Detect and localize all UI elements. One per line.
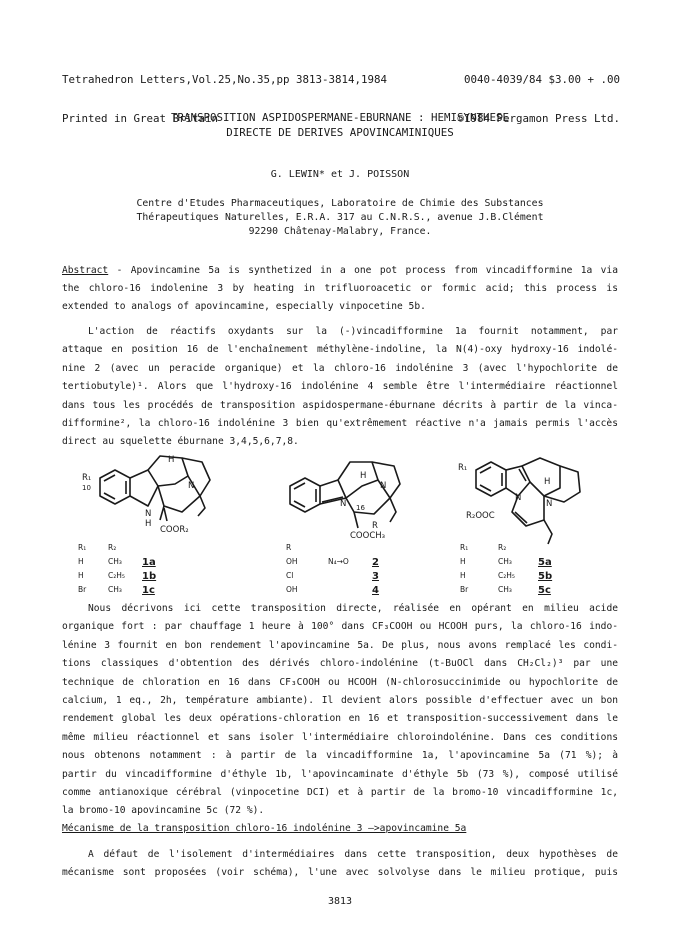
- s1-h-label: H: [168, 455, 175, 465]
- p2-line-12: la bromo-10 apovincamine 5c (72 %).: [62, 805, 265, 817]
- copyright-line: ©1984 Pergamon Press Ltd.: [457, 112, 620, 125]
- s3-n1-label: N: [515, 493, 522, 503]
- article-title-line-2: DIRECTE DE DERIVES APOVINCAMINIQUES: [226, 126, 454, 139]
- paragraph-1: [62, 323, 618, 452]
- p3-line-2: mécanisme sont proposées (voir schéma), l'une avec solvolyse dans le milieu protique, puis: [62, 867, 618, 879]
- s2-row1-note: N₄→O: [328, 557, 349, 566]
- s1-ester-label: COOR₂: [160, 525, 189, 535]
- paragraph-2: [62, 600, 618, 821]
- s3-r1-label: R₁: [458, 463, 468, 473]
- s2-row2-compound: 3: [372, 571, 379, 582]
- p3-line-1: A défaut de l'isolement d'intermédiaires dans cette transposition, deux hypothèses de: [88, 849, 618, 860]
- s2-n1-label: N: [340, 499, 347, 509]
- s2-col-r: R: [286, 543, 292, 552]
- s1-row2-compound: 1b: [142, 571, 157, 582]
- p1-line-1: L'action de réactifs oxydants sur la (-)vincadifformine 1a fournit notamment, par: [88, 326, 618, 337]
- abstract-label: Abstract: [62, 265, 109, 276]
- p1-line-2: attaque en position 16 de l'enchaînement méthylène-indoline, la N(4)-oxy hydroxy-16 indolé-: [62, 344, 618, 356]
- s2-ester-label: COOCH₃: [350, 531, 386, 541]
- p2-line-9: nous obtenons notamment : à partir de la vincadifformine 1a, l'apovincamine 5a (71 %); à: [62, 750, 618, 762]
- p1-line-6: difformine², la chloro-16 indolénine 3 bien qu'extrêmement réactive n'a jamais permis l'accès: [62, 418, 618, 430]
- s3-col-r1: R₁: [460, 543, 469, 552]
- structure-3-skeleton: [476, 458, 580, 544]
- p2-line-2: organique fort : par chauffage 1 heure à 100° dans CF₃COOH ou HCOOH purs, la chloro-16 indo-: [62, 621, 618, 633]
- s3-n4-label: N: [546, 499, 553, 509]
- s3-row3-r1: Br: [460, 585, 469, 594]
- paragraph-3: [62, 846, 618, 883]
- s3-h-label: H: [544, 477, 551, 487]
- p2-line-3: lénine 3 fournit en bon rendement l'apovincamine 5a. De plus, nous avons remplacé les condi-: [62, 639, 618, 651]
- s3-row2-r2: C₂H₅: [498, 571, 515, 580]
- s1-r1-label: R₁: [82, 473, 92, 483]
- issn-price: 0040-4039/84 $3.00 + .00: [463, 73, 620, 86]
- page-number: 3813: [327, 896, 353, 907]
- s2-row3-compound: 4: [372, 585, 379, 596]
- s1-nh-h-label: H: [145, 519, 152, 529]
- s1-row2-r1: H: [78, 571, 84, 580]
- s3-col-r2: R₂: [498, 543, 507, 552]
- s2-h-label: H: [360, 471, 367, 481]
- s1-nh-label: N: [145, 509, 152, 519]
- s3-row1-r1: H: [460, 557, 466, 566]
- affiliation: [0, 197, 680, 239]
- s2-r-label: R: [372, 521, 378, 531]
- p2-line-10: partir du vincadifformine d'éthyle 1b, l'apovincaminate d'éthyle 5b (73 %), composé utilisé: [62, 768, 618, 780]
- s1-col-r2: R₂: [108, 543, 117, 552]
- s2-n4-label: N: [380, 481, 387, 491]
- p2-line-11: comme antianoxique cérébral (vinpocetine DCI) et à partir de la bromo-10 vincadifformine 1c,: [62, 787, 618, 799]
- p2-line-1: Nous décrivons ici cette transposition directe, réalisée en opérant en milieu acide: [88, 603, 618, 614]
- abstract: [62, 262, 618, 316]
- s3-row1-r2: CH₃: [498, 557, 512, 566]
- p2-line-8: même milieu réactionnel et sans isoler l'intermédiaire chloroindolénine. Dans ces conditions: [62, 731, 618, 743]
- abstract-line-1: - Apovincamine 5a is synthetized in a one pot process from vincadifformine 1a via: [108, 265, 618, 276]
- journal-citation-line-1: Tetrahedron Letters,Vol.25,No.35,pp 3813-3814,1984: [62, 73, 388, 86]
- p2-line-6: calcium, 1 eq., 2h, température ambiante). Il devient alors possible d'effectuer avec un bon: [62, 695, 618, 707]
- journal-citation-line-2: Printed in Great Britain: [62, 112, 219, 125]
- s2-row2-r: Cl: [286, 571, 294, 580]
- p1-line-3: nine 2 (avec un peracide organique) et la chloro-16 indolénine 3 (avec l'hypochlorite de: [62, 362, 618, 374]
- affiliation-line-1: Centre d'Etudes Pharmaceutiques, Laboratoire de Chimie des Substances: [136, 198, 544, 209]
- s1-col-r1: R₁: [78, 543, 87, 552]
- section-title: Mécanisme de la transposition chloro-16 indolénine 3 —>apovincamine 5a: [62, 823, 467, 834]
- affiliation-line-2: Thérapeutiques Naturelles, E.R.A. 317 au C.N.R.S., avenue J.B.Clément: [136, 212, 544, 223]
- s2-position-label: 16: [356, 504, 365, 512]
- s2-row3-r: OH: [286, 585, 298, 594]
- s3-row3-compound: 5c: [538, 585, 551, 596]
- s3-row3-r2: CH₃: [498, 585, 512, 594]
- s2-row1-compound: 2: [372, 557, 379, 568]
- p1-line-4: tertiobutyle)¹. Alors que l'hydroxy-16 indolénine 4 semble être l'intermédiaire réactionnel: [62, 381, 618, 393]
- authors: G. LEWIN* et J. POISSON: [270, 169, 410, 180]
- s1-row3-r2: CH₃: [108, 585, 122, 594]
- s3-ester-label: R₂OOC: [466, 511, 495, 521]
- s3-row1-compound: 5a: [538, 557, 552, 568]
- abstract-line-3: extended to analogs of apovincamine, especially vinpocetine 5b.: [62, 301, 426, 312]
- s1-row1-r1: H: [78, 557, 84, 566]
- p2-line-5: technique de chloration en 16 dans CF₃COOH ou HCOOH (N-chlorosuccinimide ou hypochlorite de: [62, 676, 618, 688]
- s3-row2-r1: H: [460, 571, 466, 580]
- p2-line-4: tions classiques d'obtention des dérivés chloro-indolénine (t-BuOCl dans CH₂Cl₂)³ par une: [62, 658, 618, 670]
- affiliation-line-3: 92290 Châtenay-Malabry, France.: [248, 226, 432, 237]
- s1-row2-r2: C₂H₅: [108, 571, 125, 580]
- article-title-line-1: TRANSPOSITION ASPIDOSPERMANE-EBURNANE : HEMISYNTHESE: [170, 111, 509, 124]
- s1-row1-r2: CH₃: [108, 557, 122, 566]
- s1-row1-compound: 1a: [142, 557, 156, 568]
- p1-line-5: dans tous les procédés de transposition aspidospermane-éburnane décrits à partir de la vinca-: [62, 399, 618, 411]
- s3-row2-compound: 5b: [538, 571, 553, 582]
- s1-position-label: 10: [82, 484, 91, 492]
- structure-2-skeleton: [290, 462, 400, 528]
- article-title: [0, 110, 680, 140]
- abstract-line-2: the chloro-16 indolenine 3 by heating in trifluoroacetic or formic acid; this process is: [62, 283, 618, 294]
- s1-row3-compound: 1c: [142, 585, 155, 596]
- s1-n4-label: N: [188, 481, 195, 491]
- p2-line-7: rendement global les deux opérations-chloration en 16 et transposition-successivement dans le: [62, 713, 618, 725]
- s1-row3-r1: Br: [78, 585, 87, 594]
- s2-row1-r: OH: [286, 557, 298, 566]
- structures-figure: [60, 448, 630, 596]
- p1-line-7: direct au squelette éburnane 3,4,5,6,7,8.: [62, 436, 299, 448]
